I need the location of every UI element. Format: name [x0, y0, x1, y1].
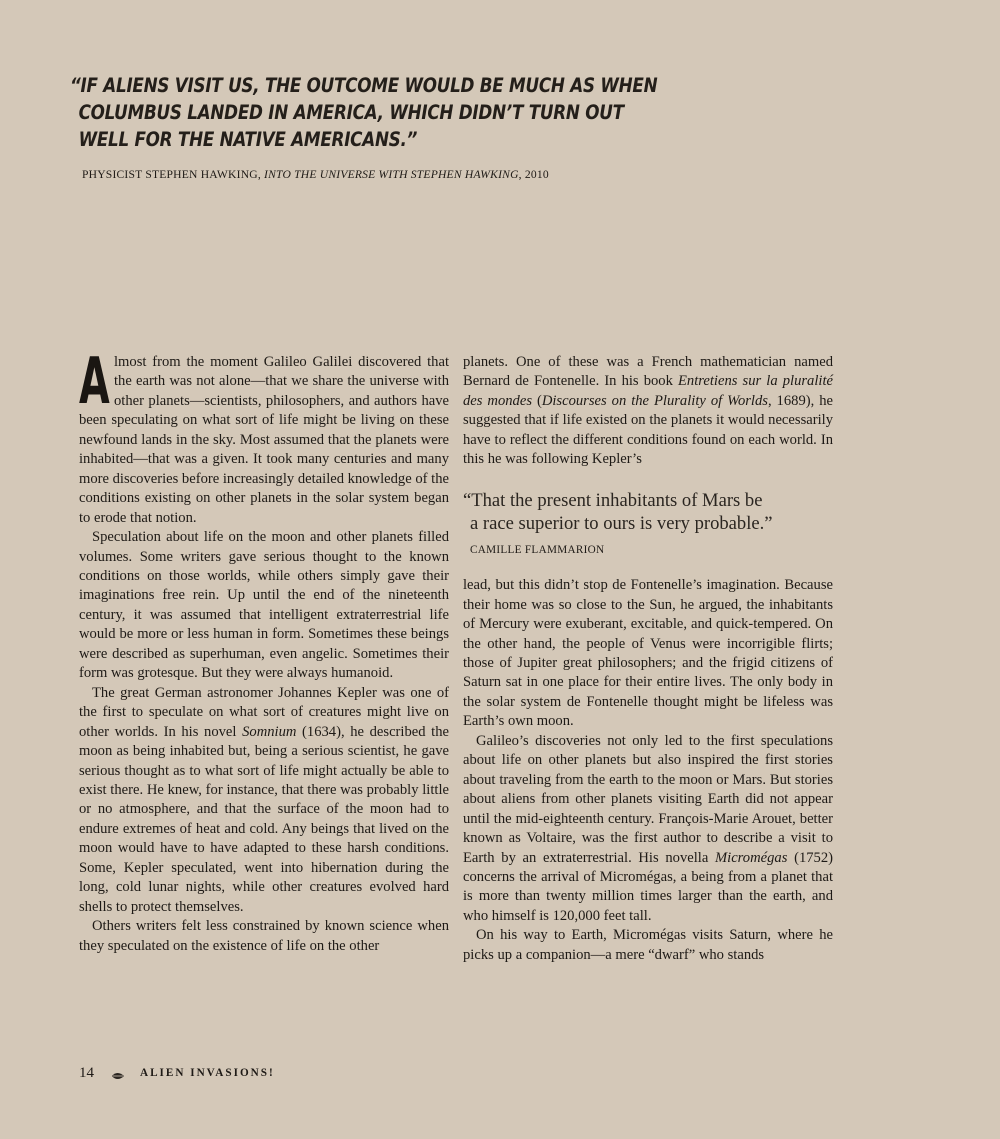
- running-head: ALIEN INVASIONS!: [140, 1067, 275, 1079]
- left-column: [79, 345, 449, 956]
- epigraph-quote-line: COLUMBUS LANDED IN AMERICA, WHICH DIDN’T TURN OUT: [78, 101, 624, 124]
- book-title: Discourses on the Plurality of Worlds: [541, 392, 768, 409]
- epigraph-attribution-title: INTO THE UNIVERSE WITH STEPHEN HAWKING: [264, 168, 519, 181]
- paragraph-text: lmost from the moment Galileo Galilei discovered that the earth was not alone—that we share the universe with other planets—scientists, philosophers, and authors have been speculating on what sort of life might be living on these newfound lands in the sky. Most assumed that the planets were inhabited—that was a given. It took many centuries and many more discoveries before increasingly detailed knowledge of the conditions existing on other planets in the solar system began to erode that notion.: [79, 354, 449, 526]
- paragraph-text: (1752) concerns the arrival of Micromégas, a being from a planet that is more than twenty million times larger than the earth, and who himself is 120,000 feet tall.: [463, 849, 833, 924]
- paragraph: [79, 345, 449, 528]
- paragraph-text: planets. One of these was a French mathematician named Bernard de Fontenelle. In his book: [463, 354, 833, 390]
- paragraph: [463, 353, 833, 470]
- paragraph-text: (: [532, 392, 542, 409]
- epigraph-quote: [70, 72, 658, 153]
- leaf-ornament-icon: [112, 1068, 124, 1078]
- drop-cap: A: [79, 345, 110, 419]
- book-title: Somnium: [242, 723, 297, 740]
- page-footer: [79, 1063, 275, 1083]
- paragraph-text: (1634), he described the moon as being inhabited but, being a serious scientist, he gave serious thought as to what sort of life might actually be able to exist there. He knew, for instance, that there was probably little or no atmosphere, and that the surface of the moon had to endure extremes of heat and cold. Any beings that lived on the moon would have to have adapted to these harsh conditions. Some, Kepler speculated, went into hibernation during the long, cold lunar nights, while other creatures evolved hard shells to protect themselves.: [79, 723, 449, 915]
- epigraph-quote-line: WELL FOR THE NATIVE AMERICANS.”: [78, 128, 418, 151]
- epigraph-attribution: [82, 168, 549, 181]
- right-column: [463, 353, 833, 965]
- paragraph: lead, but this didn’t stop de Fontenelle’s imagination. Because their home was so close to the Sun, he argued, the inhabitants of Mercury were exuberant, excitable, and quick-tempered. On the other hand, the people of Venus were incorrigible flirts; those of Jupiter great philosophers; and the frigid citizens of Saturn sat in one place for their entire lives. The only body in the solar system de Fontenelle thought might be lifeless was Earth’s own moon.: [463, 577, 833, 730]
- page-number: 14: [79, 1064, 94, 1081]
- pull-quote-line: a race superior to ours is very probable.”: [470, 512, 773, 534]
- paragraph: On his way to Earth, Micromégas visits Saturn, where he picks up a companion—a mere “dwarf” who stands: [463, 927, 833, 963]
- paragraph-text: Galileo’s discoveries not only led to the first speculations about life on other planets but also inspired the first stories about traveling from the earth to the moon or Mars. But stories about aliens from other planets visiting Earth did not appear until the mid-eighteenth century. François-Marie Arouet, better known as Voltaire, was the first author to describe a visit to Earth by an extraterrestrial. His novella: [463, 732, 833, 866]
- paragraph: [463, 732, 833, 927]
- paragraph: Speculation about life on the moon and other planets filled volumes. Some writers gave serious thought to the known conditions on those worlds, while others simply gave their imaginations free rein. Up until the end of the nineteenth century, it was assumed that intelligent extraterrestrial life would be more or less human in form. Sometimes these beings were described as superhuman, even angelic. Sometimes their form was grotesque. But they were always humanoid.: [79, 529, 449, 682]
- paragraph: Others writers felt less constrained by known science when they speculated on the existence of life on the other: [79, 918, 449, 954]
- epigraph-quote-line: “IF ALIENS VISIT US, THE OUTCOME WOULD BE MUCH AS WHEN: [70, 74, 658, 97]
- pull-quote-line: “That the present inhabitants of Mars be: [463, 489, 763, 511]
- book-title: Micromégas: [714, 849, 788, 866]
- pull-quote: [463, 489, 833, 560]
- book-title: Entretiens sur la pluralité des mondes: [463, 373, 833, 409]
- paragraph: [79, 684, 449, 917]
- epigraph-attribution-year: , 2010: [518, 168, 549, 181]
- paragraph-text: The great German astronomer Johannes Kepler was one of the first to speculate on what sort of creatures might live on other worlds. In his novel: [79, 684, 449, 740]
- paragraph-text: , 1689), he suggested that if life existed on the planets it would necessarily have to reflect the different conditions found on each world. In this he was following Kepler’s: [463, 392, 833, 468]
- pull-quote-attribution: CAMILLE FLAMMARION: [470, 543, 605, 556]
- pull-quote-text: [463, 489, 833, 535]
- epigraph: [70, 72, 658, 181]
- epigraph-attribution-speaker: PHYSICIST STEPHEN HAWKING,: [82, 168, 265, 181]
